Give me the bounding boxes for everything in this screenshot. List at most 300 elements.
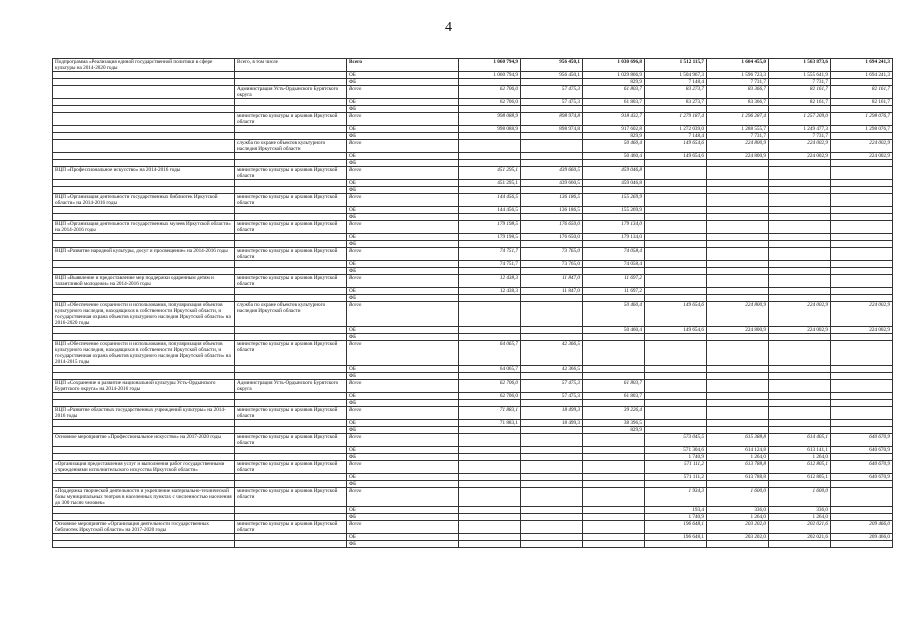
amount-cell: 640 670,9 <box>831 434 893 447</box>
amount-cell <box>707 295 769 302</box>
amount-cell: 7 731,7 <box>769 79 831 86</box>
amount-cell: 39 226,4 <box>583 407 645 420</box>
amount-cell: 11 697,2 <box>583 275 645 288</box>
responsible-cell: Всего, в том числе <box>235 59 347 72</box>
responsible-cell: министерство культуры и архивов Иркутской области <box>235 407 347 420</box>
program-name-cell <box>53 153 235 160</box>
amount-cell: 829,9 <box>583 79 645 86</box>
funding-source-cell: ФБ <box>347 214 459 221</box>
amount-cell: 613 788,8 <box>707 461 769 474</box>
amount-cell: 614 405,1 <box>769 434 831 447</box>
amount-cell <box>583 447 645 454</box>
amount-cell: 451 295,1 <box>459 167 521 180</box>
amount-cell: 179 134,0 <box>583 234 645 241</box>
amount-cell <box>459 521 521 534</box>
amount-cell <box>459 214 521 221</box>
amount-cell <box>769 160 831 167</box>
responsible-cell <box>235 234 347 241</box>
amount-cell: 1 060 794,9 <box>459 72 521 79</box>
amount-cell <box>707 214 769 221</box>
amount-cell <box>831 275 893 288</box>
amount-cell: 61 803,7 <box>583 380 645 393</box>
amount-cell: 149 654,6 <box>645 302 707 327</box>
funding-source-cell: Всего <box>347 521 459 534</box>
amount-cell <box>707 207 769 214</box>
amount-cell <box>583 295 645 302</box>
amount-cell <box>831 234 893 241</box>
funding-source-cell: Всего <box>347 275 459 288</box>
amount-cell <box>831 248 893 261</box>
amount-cell <box>831 488 893 507</box>
amount-cell: 459 046,8 <box>583 167 645 180</box>
program-name-cell <box>53 474 235 481</box>
amount-cell: 18 499,3 <box>521 420 583 427</box>
amount-cell <box>831 541 893 548</box>
amount-cell <box>583 461 645 474</box>
responsible-cell <box>235 180 347 187</box>
amount-cell <box>769 207 831 214</box>
program-name-cell <box>53 534 235 541</box>
program-name-cell <box>53 295 235 302</box>
amount-cell <box>645 393 707 400</box>
funding-source-cell: ОБ <box>347 207 459 214</box>
funding-source-cell: Всего <box>347 221 459 234</box>
amount-cell: 612 805,1 <box>769 461 831 474</box>
amount-cell <box>645 295 707 302</box>
amount-cell: 7 148,4 <box>645 79 707 86</box>
amount-cell <box>831 407 893 420</box>
amount-cell: 571 111,2 <box>645 461 707 474</box>
amount-cell: 176 650,0 <box>521 221 583 234</box>
amount-cell <box>521 268 583 275</box>
amount-cell <box>459 474 521 481</box>
responsible-cell <box>235 106 347 113</box>
responsible-cell: министерство культуры и архивов Иркутской области <box>235 275 347 288</box>
amount-cell <box>583 521 645 534</box>
responsible-cell: министерство культуры и архивов Иркутской области <box>235 167 347 180</box>
funding-source-cell: ОБ <box>347 288 459 295</box>
amount-cell <box>707 400 769 407</box>
amount-cell <box>769 295 831 302</box>
amount-cell: 1 298 076,7 <box>831 113 893 126</box>
amount-cell <box>521 434 583 447</box>
amount-cell: 57 475,3 <box>521 393 583 400</box>
amount-cell <box>459 488 521 507</box>
amount-cell: 82 161,7 <box>769 99 831 106</box>
amount-cell: 179 198,5 <box>459 221 521 234</box>
amount-cell <box>707 268 769 275</box>
table-row <box>53 86 893 99</box>
amount-cell <box>769 481 831 488</box>
responsible-cell <box>235 268 347 275</box>
amount-cell <box>769 106 831 113</box>
amount-cell <box>583 214 645 221</box>
responsible-cell <box>235 187 347 194</box>
amount-cell <box>769 393 831 400</box>
amount-cell <box>769 180 831 187</box>
funding-source-cell: ОБ <box>347 180 459 187</box>
amount-cell <box>459 79 521 86</box>
responsible-cell <box>235 534 347 541</box>
responsible-cell <box>235 99 347 106</box>
amount-cell <box>521 427 583 434</box>
table-row <box>53 268 893 275</box>
responsible-cell <box>235 327 347 334</box>
amount-cell <box>521 400 583 407</box>
amount-cell <box>769 334 831 341</box>
funding-source-cell: ОБ <box>347 72 459 79</box>
amount-cell <box>769 275 831 288</box>
amount-cell <box>769 407 831 420</box>
amount-cell <box>521 241 583 248</box>
amount-cell <box>521 153 583 160</box>
funding-source-cell: ФБ <box>347 133 459 140</box>
amount-cell <box>831 454 893 461</box>
program-name-cell <box>53 481 235 488</box>
amount-cell <box>645 248 707 261</box>
amount-cell: 196 648,1 <box>645 521 707 534</box>
funding-source-cell: ФБ <box>347 106 459 113</box>
amount-cell <box>769 261 831 268</box>
program-name-cell: «Организация предоставления услуг и выполнения работ государственными учреждениями исполнительского искусства Иркутской области» <box>53 461 235 474</box>
amount-cell: 149 654,6 <box>645 327 707 334</box>
amount-cell <box>645 187 707 194</box>
amount-cell: 42 366,5 <box>521 366 583 373</box>
amount-cell <box>459 481 521 488</box>
amount-cell <box>831 180 893 187</box>
amount-cell <box>645 180 707 187</box>
amount-cell: 149 654,6 <box>645 140 707 153</box>
funding-source-cell: ФБ <box>347 481 459 488</box>
responsible-cell: министерство культуры и архивов Иркутской области <box>235 248 347 261</box>
amount-cell: 224 002,9 <box>831 140 893 153</box>
funding-source-cell: ФБ <box>347 187 459 194</box>
amount-cell <box>831 167 893 180</box>
funding-source-cell: Всего <box>347 140 459 153</box>
amount-cell: 224 800,9 <box>707 302 769 327</box>
table-row <box>53 140 893 153</box>
amount-cell <box>583 373 645 380</box>
program-name-cell <box>53 234 235 241</box>
amount-cell: 1 264,0 <box>769 454 831 461</box>
amount-cell <box>583 474 645 481</box>
funding-source-cell: ФБ <box>347 514 459 521</box>
amount-cell <box>769 167 831 180</box>
responsible-cell <box>235 373 347 380</box>
amount-cell <box>459 373 521 380</box>
amount-cell: 1 596 723,3 <box>707 72 769 79</box>
amount-cell <box>707 420 769 427</box>
program-name-cell: ВЦП «Организация деятельности государственных музеев Иркутской области» на 2014-2016 годы <box>53 221 235 234</box>
amount-cell <box>521 106 583 113</box>
program-name-cell <box>53 427 235 434</box>
amount-cell <box>707 106 769 113</box>
amount-cell: 202 021,6 <box>769 534 831 541</box>
amount-cell: 203 202,0 <box>707 521 769 534</box>
amount-cell <box>645 194 707 207</box>
amount-cell: 571 111,2 <box>645 474 707 481</box>
amount-cell: 615 388,8 <box>707 434 769 447</box>
amount-cell: 1 504 967,3 <box>645 72 707 79</box>
amount-cell <box>521 514 583 521</box>
amount-cell: 640 670,9 <box>831 474 893 481</box>
table-row <box>53 507 893 514</box>
amount-cell: 62 706,0 <box>459 380 521 393</box>
amount-cell <box>707 160 769 167</box>
responsible-cell <box>235 133 347 140</box>
page-number: 4 <box>445 20 452 35</box>
amount-cell <box>769 221 831 234</box>
table-row <box>53 106 893 113</box>
responsible-cell <box>235 514 347 521</box>
amount-cell: 7 731,7 <box>707 133 769 140</box>
table-row <box>53 99 893 106</box>
table-row <box>53 288 893 295</box>
amount-cell: 1 296 287,4 <box>707 113 769 126</box>
amount-cell: 73 765,0 <box>521 248 583 261</box>
amount-cell <box>769 268 831 275</box>
funding-source-cell: Всего <box>347 167 459 180</box>
amount-cell <box>769 366 831 373</box>
program-name-cell: Основное мероприятие «Организация деятельности государственных библиотек Иркутской области» на 2017-2020 годы <box>53 521 235 534</box>
amount-cell <box>707 380 769 393</box>
program-name-cell: ВЦП «Обеспечение сохранности и использования, популяризация объектов культурного наследия, находящихся в собственности Иркутской области, и государственная охрана объектов культурного наследия Иркутской области» на 2014-2015 годы <box>53 341 235 366</box>
amount-cell <box>583 454 645 461</box>
program-name-cell <box>53 86 235 99</box>
amount-cell: 83 366,7 <box>707 99 769 106</box>
amount-cell <box>707 288 769 295</box>
table-row <box>53 275 893 288</box>
amount-cell <box>645 234 707 241</box>
amount-cell <box>583 241 645 248</box>
table-row <box>53 59 893 72</box>
amount-cell <box>459 447 521 454</box>
amount-cell: 898 974,8 <box>521 113 583 126</box>
amount-cell <box>521 521 583 534</box>
amount-cell <box>521 488 583 507</box>
amount-cell <box>707 407 769 420</box>
amount-cell <box>831 393 893 400</box>
amount-cell: 1 694 241,3 <box>831 72 893 79</box>
amount-cell <box>521 474 583 481</box>
amount-cell: 1 264,0 <box>769 514 831 521</box>
amount-cell <box>645 167 707 180</box>
amount-cell <box>521 334 583 341</box>
amount-cell <box>459 434 521 447</box>
table-row <box>53 447 893 454</box>
responsible-cell <box>235 160 347 167</box>
amount-cell <box>583 366 645 373</box>
amount-cell <box>707 541 769 548</box>
funding-source-cell: ОБ <box>347 474 459 481</box>
amount-cell <box>831 420 893 427</box>
program-name-cell <box>53 400 235 407</box>
table-row <box>53 167 893 180</box>
amount-cell: 1 272 039,0 <box>645 126 707 133</box>
amount-cell <box>521 541 583 548</box>
financing-table <box>52 58 893 548</box>
amount-cell: 829,9 <box>583 427 645 434</box>
amount-cell: 829,9 <box>583 133 645 140</box>
responsible-cell <box>235 207 347 214</box>
amount-cell <box>831 106 893 113</box>
amount-cell <box>459 160 521 167</box>
amount-cell <box>769 541 831 548</box>
program-name-cell <box>53 180 235 187</box>
amount-cell: 57 475,3 <box>521 99 583 106</box>
table-row <box>53 221 893 234</box>
responsible-cell <box>235 153 347 160</box>
responsible-cell <box>235 400 347 407</box>
amount-cell <box>707 373 769 380</box>
amount-cell <box>831 400 893 407</box>
amount-cell <box>707 221 769 234</box>
amount-cell: 224 002,9 <box>769 327 831 334</box>
funding-source-cell: Всего <box>347 302 459 327</box>
amount-cell: 459 046,8 <box>583 180 645 187</box>
table-row <box>53 534 893 541</box>
responsible-cell <box>235 541 347 548</box>
amount-cell <box>583 334 645 341</box>
amount-cell <box>583 434 645 447</box>
funding-source-cell: ОБ <box>347 99 459 106</box>
amount-cell <box>831 334 893 341</box>
amount-cell: 11 847,0 <box>521 288 583 295</box>
amount-cell: 613 141,1 <box>769 447 831 454</box>
amount-cell <box>707 393 769 400</box>
table-row <box>53 366 893 373</box>
table-row <box>53 207 893 214</box>
table-row <box>53 194 893 207</box>
funding-source-cell: ФБ <box>347 373 459 380</box>
amount-cell: 62 706,0 <box>459 393 521 400</box>
amount-cell <box>459 295 521 302</box>
responsible-cell: министерство культуры и архивов Иркутской области <box>235 521 347 534</box>
amount-cell: 1 563 873,6 <box>769 59 831 72</box>
amount-cell: 203 202,0 <box>707 534 769 541</box>
funding-source-cell: ОБ <box>347 126 459 133</box>
amount-cell <box>645 241 707 248</box>
amount-cell <box>521 160 583 167</box>
amount-cell <box>583 268 645 275</box>
amount-cell <box>707 180 769 187</box>
amount-cell <box>707 167 769 180</box>
amount-cell: 1 279 187,4 <box>645 113 707 126</box>
table-row <box>53 234 893 241</box>
amount-cell: 83 273,7 <box>645 86 707 99</box>
responsible-cell: служба по охране объектов культурного наследия Иркутской области <box>235 140 347 153</box>
amount-cell: 224 002,9 <box>769 140 831 153</box>
amount-cell <box>831 133 893 140</box>
amount-cell: 50 460,4 <box>583 153 645 160</box>
responsible-cell <box>235 454 347 461</box>
amount-cell: 224 002,9 <box>831 327 893 334</box>
amount-cell: 71 883,1 <box>459 407 521 420</box>
amount-cell: 57 475,3 <box>521 380 583 393</box>
amount-cell <box>645 160 707 167</box>
amount-cell: 956 450,1 <box>521 72 583 79</box>
amount-cell: 74 751,7 <box>459 248 521 261</box>
amount-cell <box>459 327 521 334</box>
amount-cell: 18 499,3 <box>521 407 583 420</box>
amount-cell: 224 800,9 <box>707 140 769 153</box>
funding-source-cell: ФБ <box>347 295 459 302</box>
funding-source-cell: Всего <box>347 194 459 207</box>
amount-cell <box>645 400 707 407</box>
funding-source-cell: ОБ <box>347 447 459 454</box>
amount-cell: 7 731,7 <box>707 79 769 86</box>
amount-cell <box>831 79 893 86</box>
program-name-cell <box>53 72 235 79</box>
table-row <box>53 541 893 548</box>
program-name-cell <box>53 268 235 275</box>
amount-cell: 573 045,5 <box>645 434 707 447</box>
amount-cell: 38 396,5 <box>583 420 645 427</box>
amount-cell <box>583 507 645 514</box>
program-name-cell <box>53 99 235 106</box>
amount-cell <box>831 207 893 214</box>
amount-cell: 898 974,8 <box>521 126 583 133</box>
table-row <box>53 153 893 160</box>
amount-cell <box>521 507 583 514</box>
program-name-cell <box>53 126 235 133</box>
amount-cell <box>521 302 583 327</box>
amount-cell: 224 800,9 <box>707 327 769 334</box>
amount-cell <box>459 153 521 160</box>
table-row <box>53 214 893 221</box>
amount-cell: 209 466,0 <box>831 534 893 541</box>
amount-cell: 202 021,6 <box>769 521 831 534</box>
amount-cell: 73 765,0 <box>521 261 583 268</box>
amount-cell <box>645 366 707 373</box>
amount-cell <box>831 427 893 434</box>
amount-cell <box>707 187 769 194</box>
table-row <box>53 400 893 407</box>
funding-source-cell: Всего <box>347 86 459 99</box>
amount-cell <box>521 214 583 221</box>
amount-cell <box>831 295 893 302</box>
responsible-cell: министерство культуры и архивов Иркутской области <box>235 194 347 207</box>
responsible-cell <box>235 474 347 481</box>
responsible-cell: служба по охране объектов культурного наследия Иркутской области <box>235 302 347 327</box>
amount-cell: 1 512 115,7 <box>645 59 707 72</box>
amount-cell <box>769 427 831 434</box>
program-name-cell <box>53 420 235 427</box>
amount-cell: 918 432,7 <box>583 113 645 126</box>
amount-cell <box>707 481 769 488</box>
amount-cell: 64 065,7 <box>459 341 521 366</box>
amount-cell: 571 304,6 <box>645 447 707 454</box>
amount-cell: 1 264,0 <box>707 454 769 461</box>
table-row <box>53 261 893 268</box>
amount-cell <box>645 407 707 420</box>
responsible-cell <box>235 241 347 248</box>
amount-cell <box>583 488 645 507</box>
amount-cell: 144 456,5 <box>459 207 521 214</box>
responsible-cell: министерство культуры и архивов Иркутской области <box>235 461 347 474</box>
amount-cell: 50 460,4 <box>583 140 645 153</box>
amount-cell <box>831 241 893 248</box>
funding-source-cell: Всего <box>347 488 459 507</box>
amount-cell: 136 186,5 <box>521 207 583 214</box>
table-row <box>53 521 893 534</box>
amount-cell: 224 800,9 <box>707 153 769 160</box>
amount-cell <box>583 541 645 548</box>
amount-cell: 50 460,4 <box>583 302 645 327</box>
funding-source-cell: ОБ <box>347 393 459 400</box>
amount-cell <box>769 214 831 221</box>
program-name-cell <box>53 261 235 268</box>
